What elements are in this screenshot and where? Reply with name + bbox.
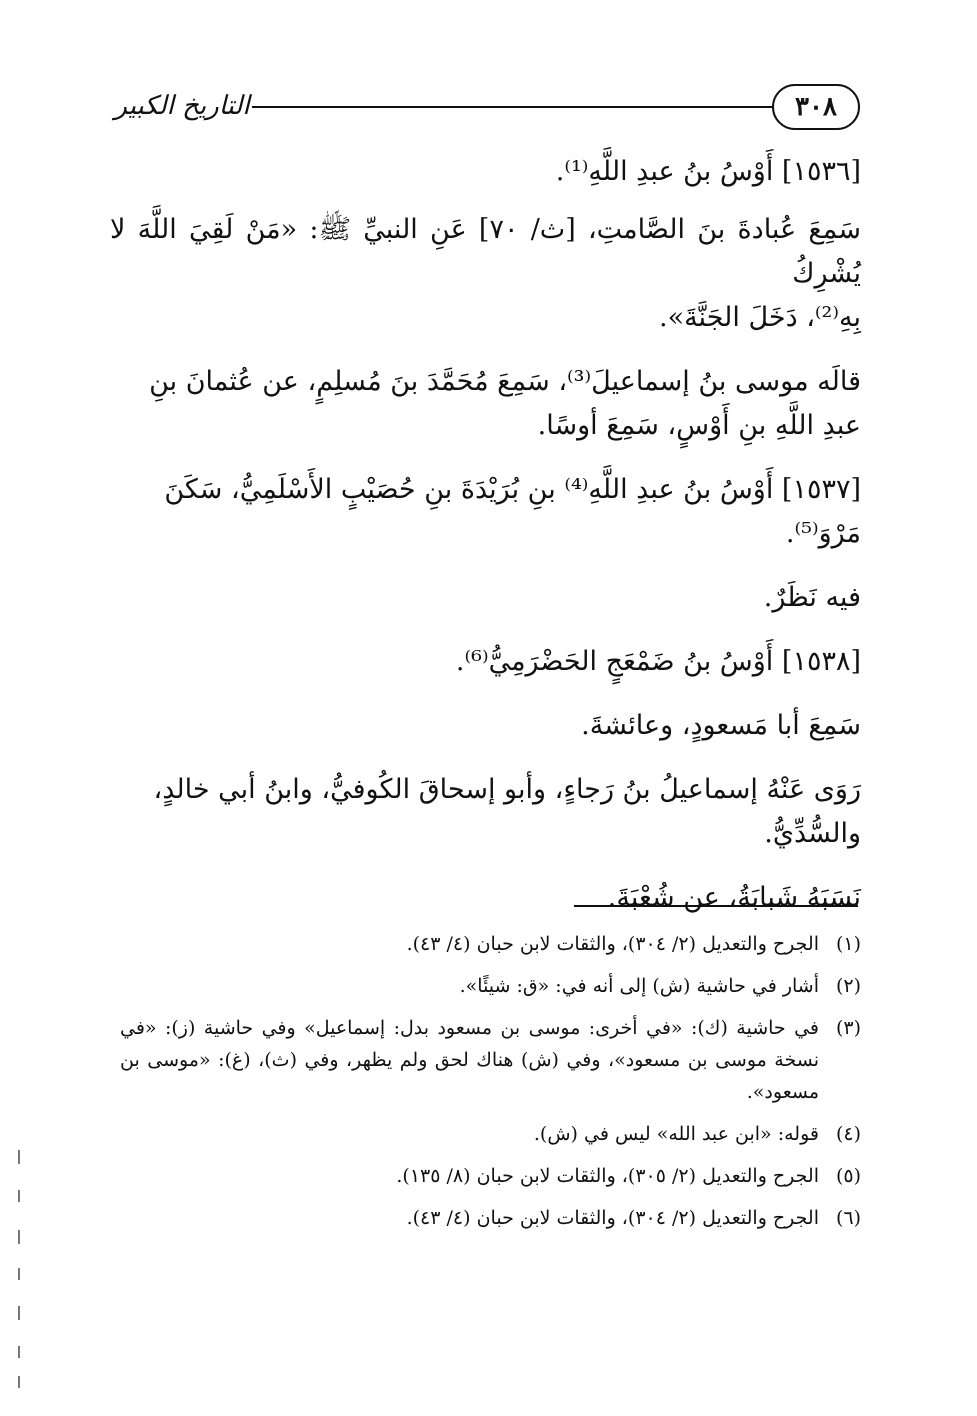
text-line: والسُّدِّيُّ.: [764, 818, 861, 849]
footnote-number: (٥): [835, 1165, 861, 1187]
main-text: [110, 150, 861, 940]
text-line: قالَه موسى بنُ إسماعيلَ⁽³⁾، سَمِعَ مُحَمَّدَ بنَ مُسلِمٍ، عن عُثمانَ بنِ: [149, 366, 861, 397]
text-line: فيه نَظَرٌ.: [763, 582, 861, 613]
scan-mark: [18, 1376, 20, 1388]
page-number: ٣٠٨: [795, 92, 837, 122]
text-line: مَرْوَ⁽⁵⁾.: [785, 518, 861, 549]
footnote-item: [120, 1160, 861, 1192]
scan-mark: [18, 1306, 20, 1320]
footnote-number: (٣): [835, 1017, 861, 1039]
footnote-separator: [574, 905, 858, 907]
text-line: سَمِعَ أبا مَسعودٍ، وعائشةَ.: [581, 710, 861, 741]
footnote-text: الجرح والتعديل (٢/ ٣٠٥)، والثقات لابن حبان (٨/ ١٣٥).: [396, 1165, 819, 1187]
entry-1536-heading: [١٥٣٦] أَوْسُ بنُ عبدِ اللَّهِ⁽¹⁾.: [555, 156, 861, 187]
page-number-frame: [772, 84, 860, 130]
footnote-item: [120, 1202, 861, 1234]
text-line: سَمِعَ عُبادةَ بنَ الصَّامتِ، [ث/ ٧٠] عَنِ النبيِّ ﷺ: «مَنْ لَقِيَ اللَّهَ لا يُشْرِكُ: [110, 214, 862, 289]
footnotes: [120, 928, 861, 1244]
header-rule: [252, 106, 774, 108]
footnote-item: [120, 928, 861, 960]
scan-mark: [18, 1230, 20, 1244]
text-line: نَسَبَهُ شَبابَةُ، عن شُعْبَةَ.: [607, 882, 861, 913]
footnote-number: (١): [835, 933, 861, 955]
footnote-item: [120, 1118, 861, 1150]
footnote-text: الجرح والتعديل (٢/ ٣٠٤)، والثقات لابن حبان (٤/ ٤٣).: [406, 1207, 819, 1229]
running-title: التاريخ الكبير: [114, 91, 250, 121]
entry-1537-heading: [١٥٣٧] أَوْسُ بنُ عبدِ اللَّهِ⁽⁴⁾ بنِ بُرَيْدَةَ بنِ حُصَيْبٍ الأَسْلَمِيُّ، سَكَنَ: [164, 474, 861, 505]
footnote-text: قوله: «ابن عبد الله» ليس في (ش).: [533, 1123, 819, 1145]
footnote-item: [120, 970, 861, 1002]
text-line: رَوَى عَنْهُ إسماعيلُ بنُ رَجاءٍ، وأبو إسحاقَ الكُوفيُّ، وابنُ أبي خالدٍ،: [153, 774, 861, 805]
footnote-number: (٦): [835, 1207, 861, 1229]
footnote-number: (٤): [835, 1123, 861, 1145]
footnote-text: أشار في حاشية (ش) إلى أنه في: «ق: شيئًا».: [459, 975, 819, 997]
scan-edge-marks: [18, 1150, 24, 1390]
entry-1538-heading: [١٥٣٨] أَوْسُ بنُ ضَمْعَجٍ الحَضْرَمِيُّ⁽⁶⁾.: [455, 646, 861, 677]
text-line: بِهِ⁽²⁾، دَخَلَ الجَنَّةَ».: [658, 302, 861, 333]
scan-mark: [18, 1346, 20, 1358]
scan-mark: [18, 1190, 20, 1202]
text-line: عبدِ اللَّهِ بنِ أَوْسٍ، سَمِعَ أوسًا.: [537, 410, 861, 441]
scan-mark: [18, 1268, 20, 1280]
footnote-text: في حاشية (ك): «في أخرى: موسى بن مسعود بدل: إسماعيل» وفي حاشية (ز): «في نسخة موسى بن مسعود»، وفي (ش) هناك لحق ولم يظهر، وفي (ث)، (غ): «موسى بن مسعود».: [120, 1017, 819, 1103]
footnote-number: (٢): [835, 975, 861, 997]
footnote-text: الجرح والتعديل (٢/ ٣٠٤)، والثقات لابن حبان (٤/ ٤٣).: [406, 933, 819, 955]
footnote-item: [120, 1012, 861, 1108]
scan-mark: [18, 1150, 20, 1164]
